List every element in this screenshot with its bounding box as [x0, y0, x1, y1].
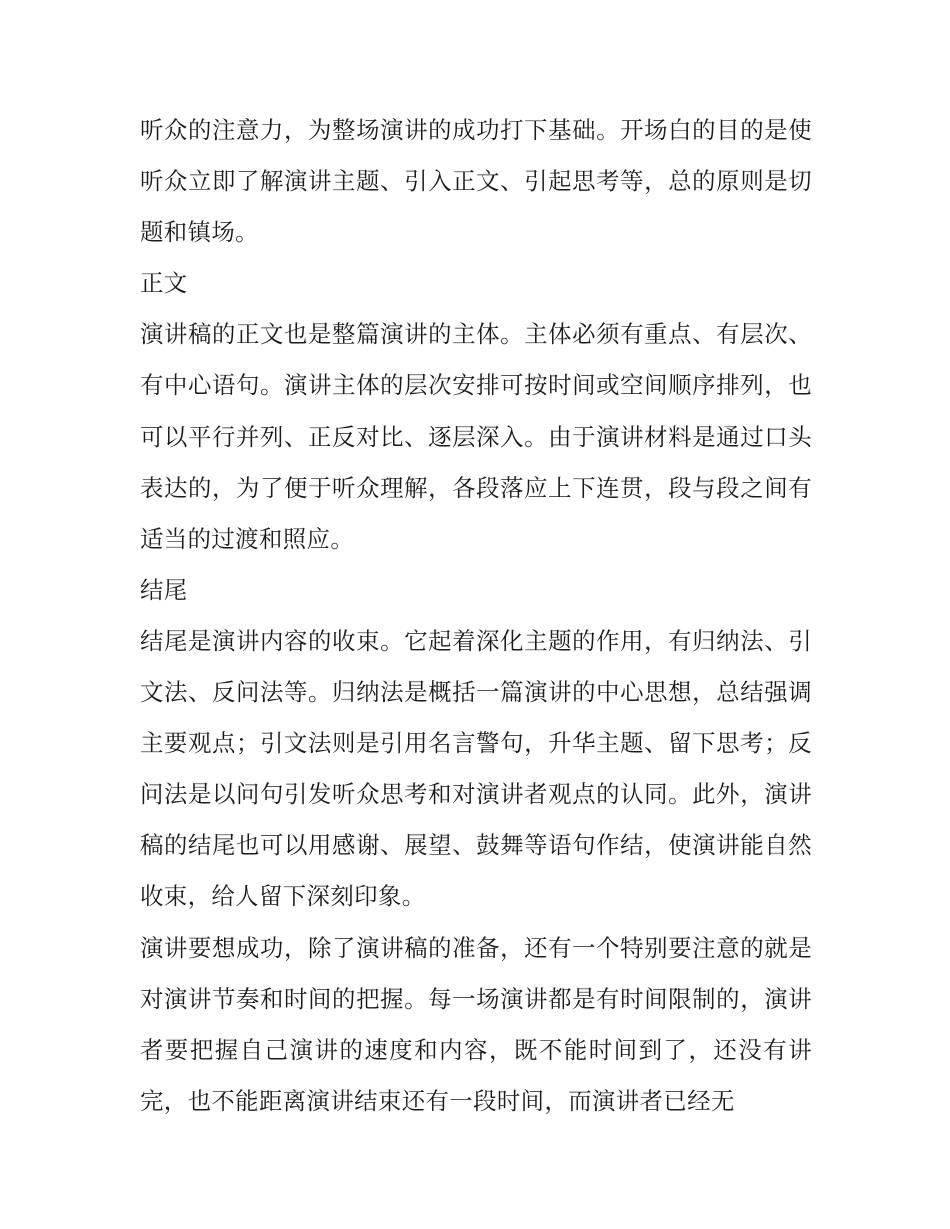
document-body: [140, 105, 812, 1127]
paragraph-body: 演讲稿的正文也是整篇演讲的主体。主体必须有重点、有层次、有中心语句。演讲主体的层次安排可按时间或空间顺序排列，也可以平行并列、正反对比、逐层深入。由于演讲材料是通过口头表达的，为了便于听众理解，各段落应上下连贯，段与段之间有适当的过渡和照应。: [140, 320, 812, 553]
section-heading-ending: 结尾: [140, 575, 188, 604]
section-heading-body: 正文: [140, 269, 188, 298]
paragraph-opening-continuation: 听众的注意力，为整场演讲的成功打下基础。开场白的目的是使听众立即了解演讲主题、引入正文、引起思考等，总的原则是切题和镇场。: [140, 116, 812, 247]
paragraph-timing: 演讲要想成功，除了演讲稿的准备，还有一个特别要注意的就是对演讲节奏和时间的把握。每一场演讲都是有时间限制的，演讲者要把握自己演讲的速度和内容，既不能时间到了，还没有讲完，也不能距离演讲结束还有一段时间，而演讲者已经无: [140, 933, 812, 1115]
paragraph-ending: 结尾是演讲内容的收束。它起着深化主题的作用，有归纳法、引文法、反问法等。归纳法是概括一篇演讲的中心思想，总结强调主要观点；引文法则是引用名言警句，升华主题、留下思考；反问法是以问句引发听众思考和对演讲者观点的认同。此外，演讲稿的结尾也可以用感谢、展望、鼓舞等语句作结，使演讲能自然收束，给人留下深刻印象。: [140, 626, 812, 911]
